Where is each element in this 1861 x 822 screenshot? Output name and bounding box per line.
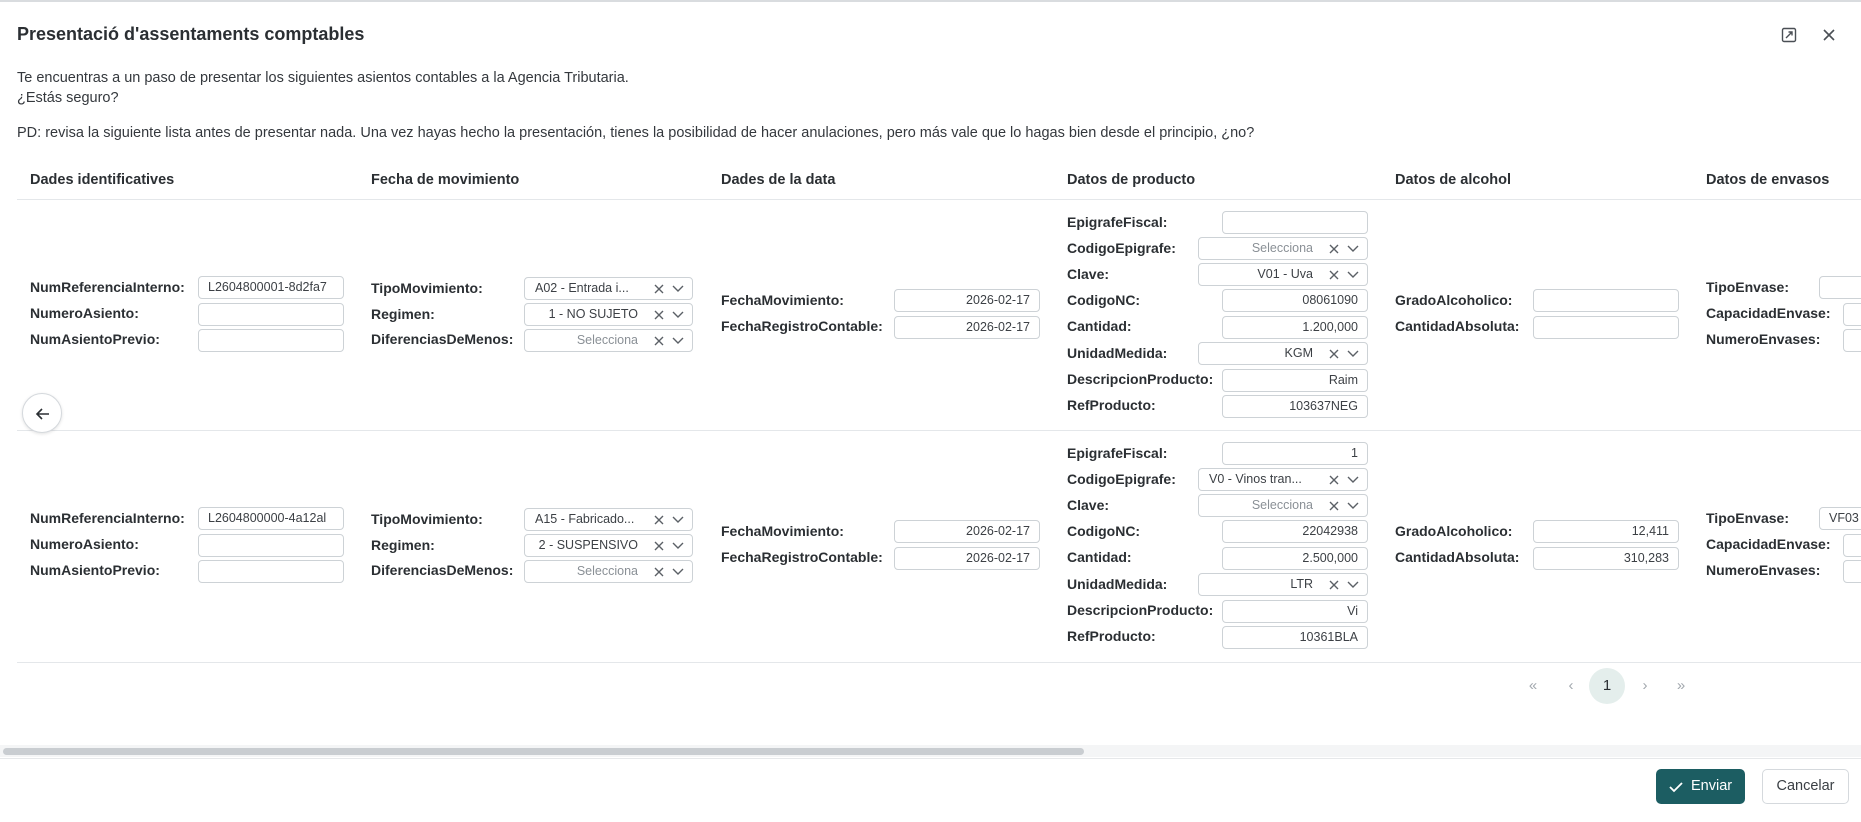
ref-producto-label: RefProducto: — [1067, 628, 1156, 644]
epigrafe-field[interactable]: 1 — [1222, 442, 1368, 465]
descripcion-label: DescripcionProducto: — [1067, 602, 1214, 618]
epigrafe-label: EpigrafeFiscal: — [1067, 445, 1168, 461]
pagination-current-page[interactable]: 1 — [1589, 668, 1625, 704]
tipo-movimiento-select[interactable] — [524, 508, 693, 531]
pagination-prev[interactable]: ‹ — [1568, 677, 1574, 694]
dialog-title: Presentació d'assentaments comptables — [17, 24, 365, 44]
column-header-fecha-movimiento: Fecha de movimiento — [371, 172, 520, 188]
clear-icon[interactable] — [652, 308, 666, 322]
arrow-left-icon — [34, 405, 52, 423]
clear-icon[interactable] — [1327, 268, 1341, 282]
grado-alcoholico-field[interactable] — [1533, 289, 1679, 312]
tipo-movimiento-label: TipoMovimiento: — [371, 280, 483, 296]
chevron-down-icon[interactable] — [1346, 500, 1360, 512]
diferencias-select[interactable] — [524, 560, 693, 583]
fecha-movimiento-field[interactable]: 2026-02-17 — [894, 520, 1040, 543]
ref-producto-field[interactable]: 103637NEG — [1222, 395, 1368, 418]
tipo-envase-label: TipoEnvase: — [1706, 279, 1789, 295]
confirm-question: ¿Estás seguro? — [17, 90, 119, 106]
scroll-left-button[interactable] — [22, 393, 62, 433]
descripcion-label: DescripcionProducto: — [1067, 371, 1214, 387]
diferencias-label: DiferenciasDeMenos: — [371, 562, 514, 578]
unidad-medida-label: UnidadMedida: — [1067, 345, 1168, 361]
tipo-envase-label: TipoEnvase: — [1706, 510, 1789, 526]
cantidad-field[interactable]: 2.500,000 — [1222, 547, 1368, 570]
codigo-epigrafe-label: CodigoEpigrafe: — [1067, 240, 1176, 256]
grado-alcoholico-label: GradoAlcoholico: — [1395, 292, 1513, 308]
note-text: PD: revisa la siguiente lista antes de presentar nada. Una vez hayas hecho la presentación, tienes la posibilidad de hacer anulaciones, pero más vale que lo hagas bien desde el principio, ¿no? — [17, 125, 1255, 141]
fecha-movimiento-label: FechaMovimiento: — [721, 523, 844, 539]
chevron-down-icon[interactable] — [671, 566, 685, 578]
chevron-down-icon[interactable] — [671, 540, 685, 552]
clear-icon[interactable] — [1327, 499, 1341, 513]
descripcion-field[interactable]: Raim — [1222, 369, 1368, 392]
epigrafe-label: EpigrafeFiscal: — [1067, 214, 1168, 230]
regimen-value: 1 - NO SUJETO — [548, 307, 638, 321]
chevron-down-icon[interactable] — [1346, 243, 1360, 255]
chevron-down-icon[interactable] — [1346, 474, 1360, 486]
chevron-down-icon[interactable] — [1346, 579, 1360, 591]
codigo-epigrafe-select[interactable] — [1198, 468, 1368, 491]
clear-icon[interactable] — [1327, 347, 1341, 361]
send-button-label: Enviar — [1691, 778, 1733, 794]
codigo-nc-field[interactable]: 08061090 — [1222, 289, 1368, 312]
ref-producto-field[interactable]: 10361BLA — [1222, 626, 1368, 649]
numero-asiento-field[interactable] — [198, 303, 344, 326]
ref-producto-label: RefProducto: — [1067, 397, 1156, 413]
codigo-epigrafe-label: CodigoEpigrafe: — [1067, 471, 1176, 487]
pagination-first[interactable]: « — [1528, 677, 1538, 694]
grado-alcoholico-field[interactable]: 12,411 — [1533, 520, 1679, 543]
chevron-down-icon[interactable] — [671, 335, 685, 347]
column-header-identificatives: Dades identificatives — [30, 172, 175, 188]
tipo-movimiento-value: A15 - Fabricado... — [535, 512, 635, 526]
capacidad-envase-label: CapacidadEnvase: — [1706, 536, 1831, 552]
diferencias-value: Selecciona — [576, 333, 638, 347]
clave-value: V01 - Uva — [1257, 267, 1313, 281]
codigo-epigrafe-value: Selecciona — [1251, 241, 1313, 255]
clear-icon[interactable] — [1327, 578, 1341, 592]
num-ref-field[interactable]: L2604800001-8d2fa7 — [198, 276, 344, 299]
num-ref-label: NumReferenciaInterno: — [30, 510, 185, 526]
num-asiento-previo-label: NumAsientoPrevio: — [30, 562, 160, 578]
entries-table — [0, 164, 1861, 744]
fecha-registro-label: FechaRegistroContable: — [721, 549, 883, 565]
pagination-next[interactable]: › — [1642, 677, 1648, 694]
numero-envases-field[interactable] — [1843, 560, 1861, 583]
unidad-medida-label: UnidadMedida: — [1067, 576, 1168, 592]
fecha-movimiento-label: FechaMovimiento: — [721, 292, 844, 308]
cantidad-label: Cantidad: — [1067, 549, 1132, 565]
diferencias-label: DiferenciasDeMenos: — [371, 331, 514, 347]
horizontal-scrollbar-thumb[interactable] — [3, 748, 1084, 755]
tipo-envase-field[interactable] — [1819, 276, 1861, 299]
chevron-down-icon[interactable] — [1346, 348, 1360, 360]
fecha-registro-field[interactable]: 2026-02-17 — [894, 547, 1040, 570]
regimen-label: Regimen: — [371, 537, 435, 553]
tipo-movimiento-label: TipoMovimiento: — [371, 511, 483, 527]
numero-asiento-label: NumeroAsiento: — [30, 536, 139, 552]
numero-envases-label: NumeroEnvases: — [1706, 331, 1821, 347]
unidad-medida-value: KGM — [1284, 346, 1313, 360]
tipo-movimiento-value: A02 - Entrada i... — [535, 281, 629, 295]
capacidad-envase-field[interactable] — [1843, 303, 1861, 326]
check-icon — [1668, 780, 1684, 794]
codigo-nc-label: CodigoNC: — [1067, 523, 1141, 539]
clear-icon[interactable] — [1327, 242, 1341, 256]
top-border — [0, 0, 1861, 2]
capacidad-envase-field[interactable] — [1843, 534, 1861, 557]
unidad-medida-value: LTR — [1290, 577, 1313, 591]
row-divider — [17, 662, 1861, 663]
intro-text: Te encuentras a un paso de presentar los siguientes asientos contables a la Agencia Tributaria. — [17, 70, 629, 86]
numero-envases-label: NumeroEnvases: — [1706, 562, 1821, 578]
num-asiento-previo-field[interactable] — [198, 560, 344, 583]
clave-select[interactable] — [1198, 494, 1368, 517]
header-divider — [17, 199, 1861, 200]
column-header-envasos: Datos de envasos — [1706, 172, 1830, 188]
diferencias-value: Selecciona — [576, 564, 638, 578]
num-ref-label: NumReferenciaInterno: — [30, 279, 185, 295]
clave-value: Selecciona — [1251, 498, 1313, 512]
regimen-value: 2 - SUSPENSIVO — [538, 538, 638, 552]
clave-select[interactable] — [1198, 263, 1368, 286]
fecha-registro-label: FechaRegistroContable: — [721, 318, 883, 334]
cantidad-absoluta-field[interactable]: 310,283 — [1533, 547, 1679, 570]
numero-envases-field[interactable] — [1843, 329, 1861, 352]
cancel-button[interactable]: Cancelar — [1762, 769, 1849, 804]
numero-asiento-field[interactable] — [198, 534, 344, 557]
epigrafe-field[interactable] — [1222, 211, 1368, 234]
diferencias-select[interactable] — [524, 329, 693, 352]
chevron-down-icon[interactable] — [671, 309, 685, 321]
clave-label: Clave: — [1067, 497, 1110, 513]
clear-icon[interactable] — [1327, 473, 1341, 487]
clear-icon[interactable] — [652, 334, 666, 348]
codigo-nc-label: CodigoNC: — [1067, 292, 1141, 308]
unidad-medida-select[interactable] — [1198, 342, 1368, 365]
grado-alcoholico-label: GradoAlcoholico: — [1395, 523, 1513, 539]
send-button[interactable] — [1656, 769, 1745, 804]
tipo-envase-field[interactable]: VF03 — [1819, 507, 1861, 530]
codigo-epigrafe-value: V0 - Vinos tran... — [1209, 472, 1302, 486]
column-header-data: Dades de la data — [721, 172, 836, 188]
pagination-last[interactable]: » — [1676, 677, 1686, 694]
unidad-medida-select[interactable] — [1198, 573, 1368, 596]
cantidad-field[interactable]: 1.200,000 — [1222, 316, 1368, 339]
cantidad-absoluta-label: CantidadAbsoluta: — [1395, 318, 1520, 334]
numero-asiento-label: NumeroAsiento: — [30, 305, 139, 321]
num-asiento-previo-field[interactable] — [198, 329, 344, 352]
cantidad-absoluta-label: CantidadAbsoluta: — [1395, 549, 1520, 565]
clear-icon[interactable] — [652, 513, 666, 527]
row-divider — [17, 430, 1861, 431]
cantidad-label: Cantidad: — [1067, 318, 1132, 334]
regimen-label: Regimen: — [371, 306, 435, 322]
cantidad-absoluta-field[interactable] — [1533, 316, 1679, 339]
num-asiento-previo-label: NumAsientoPrevio: — [30, 331, 160, 347]
chevron-down-icon[interactable] — [1346, 269, 1360, 281]
codigo-nc-field[interactable]: 22042938 — [1222, 520, 1368, 543]
descripcion-field[interactable]: Vi — [1222, 600, 1368, 623]
footer-divider — [0, 758, 1861, 759]
tipo-movimiento-select[interactable] — [524, 277, 693, 300]
chevron-down-icon[interactable] — [671, 283, 685, 295]
codigo-epigrafe-select[interactable] — [1198, 237, 1368, 260]
clear-icon[interactable] — [652, 539, 666, 553]
clave-label: Clave: — [1067, 266, 1110, 282]
column-header-producto: Datos de producto — [1067, 172, 1196, 188]
fecha-movimiento-field[interactable]: 2026-02-17 — [894, 289, 1040, 312]
regimen-select[interactable] — [524, 534, 693, 557]
capacidad-envase-label: CapacidadEnvase: — [1706, 305, 1831, 321]
fecha-registro-field[interactable]: 2026-02-17 — [894, 316, 1040, 339]
collapse-icon[interactable] — [1780, 26, 1798, 44]
num-ref-field[interactable]: L2604800000-4a12al — [198, 507, 344, 530]
chevron-down-icon[interactable] — [671, 514, 685, 526]
regimen-select[interactable] — [524, 303, 693, 326]
column-header-alcohol: Datos de alcohol — [1395, 172, 1512, 188]
close-icon[interactable] — [1820, 26, 1838, 44]
clear-icon[interactable] — [652, 282, 666, 296]
clear-icon[interactable] — [652, 565, 666, 579]
